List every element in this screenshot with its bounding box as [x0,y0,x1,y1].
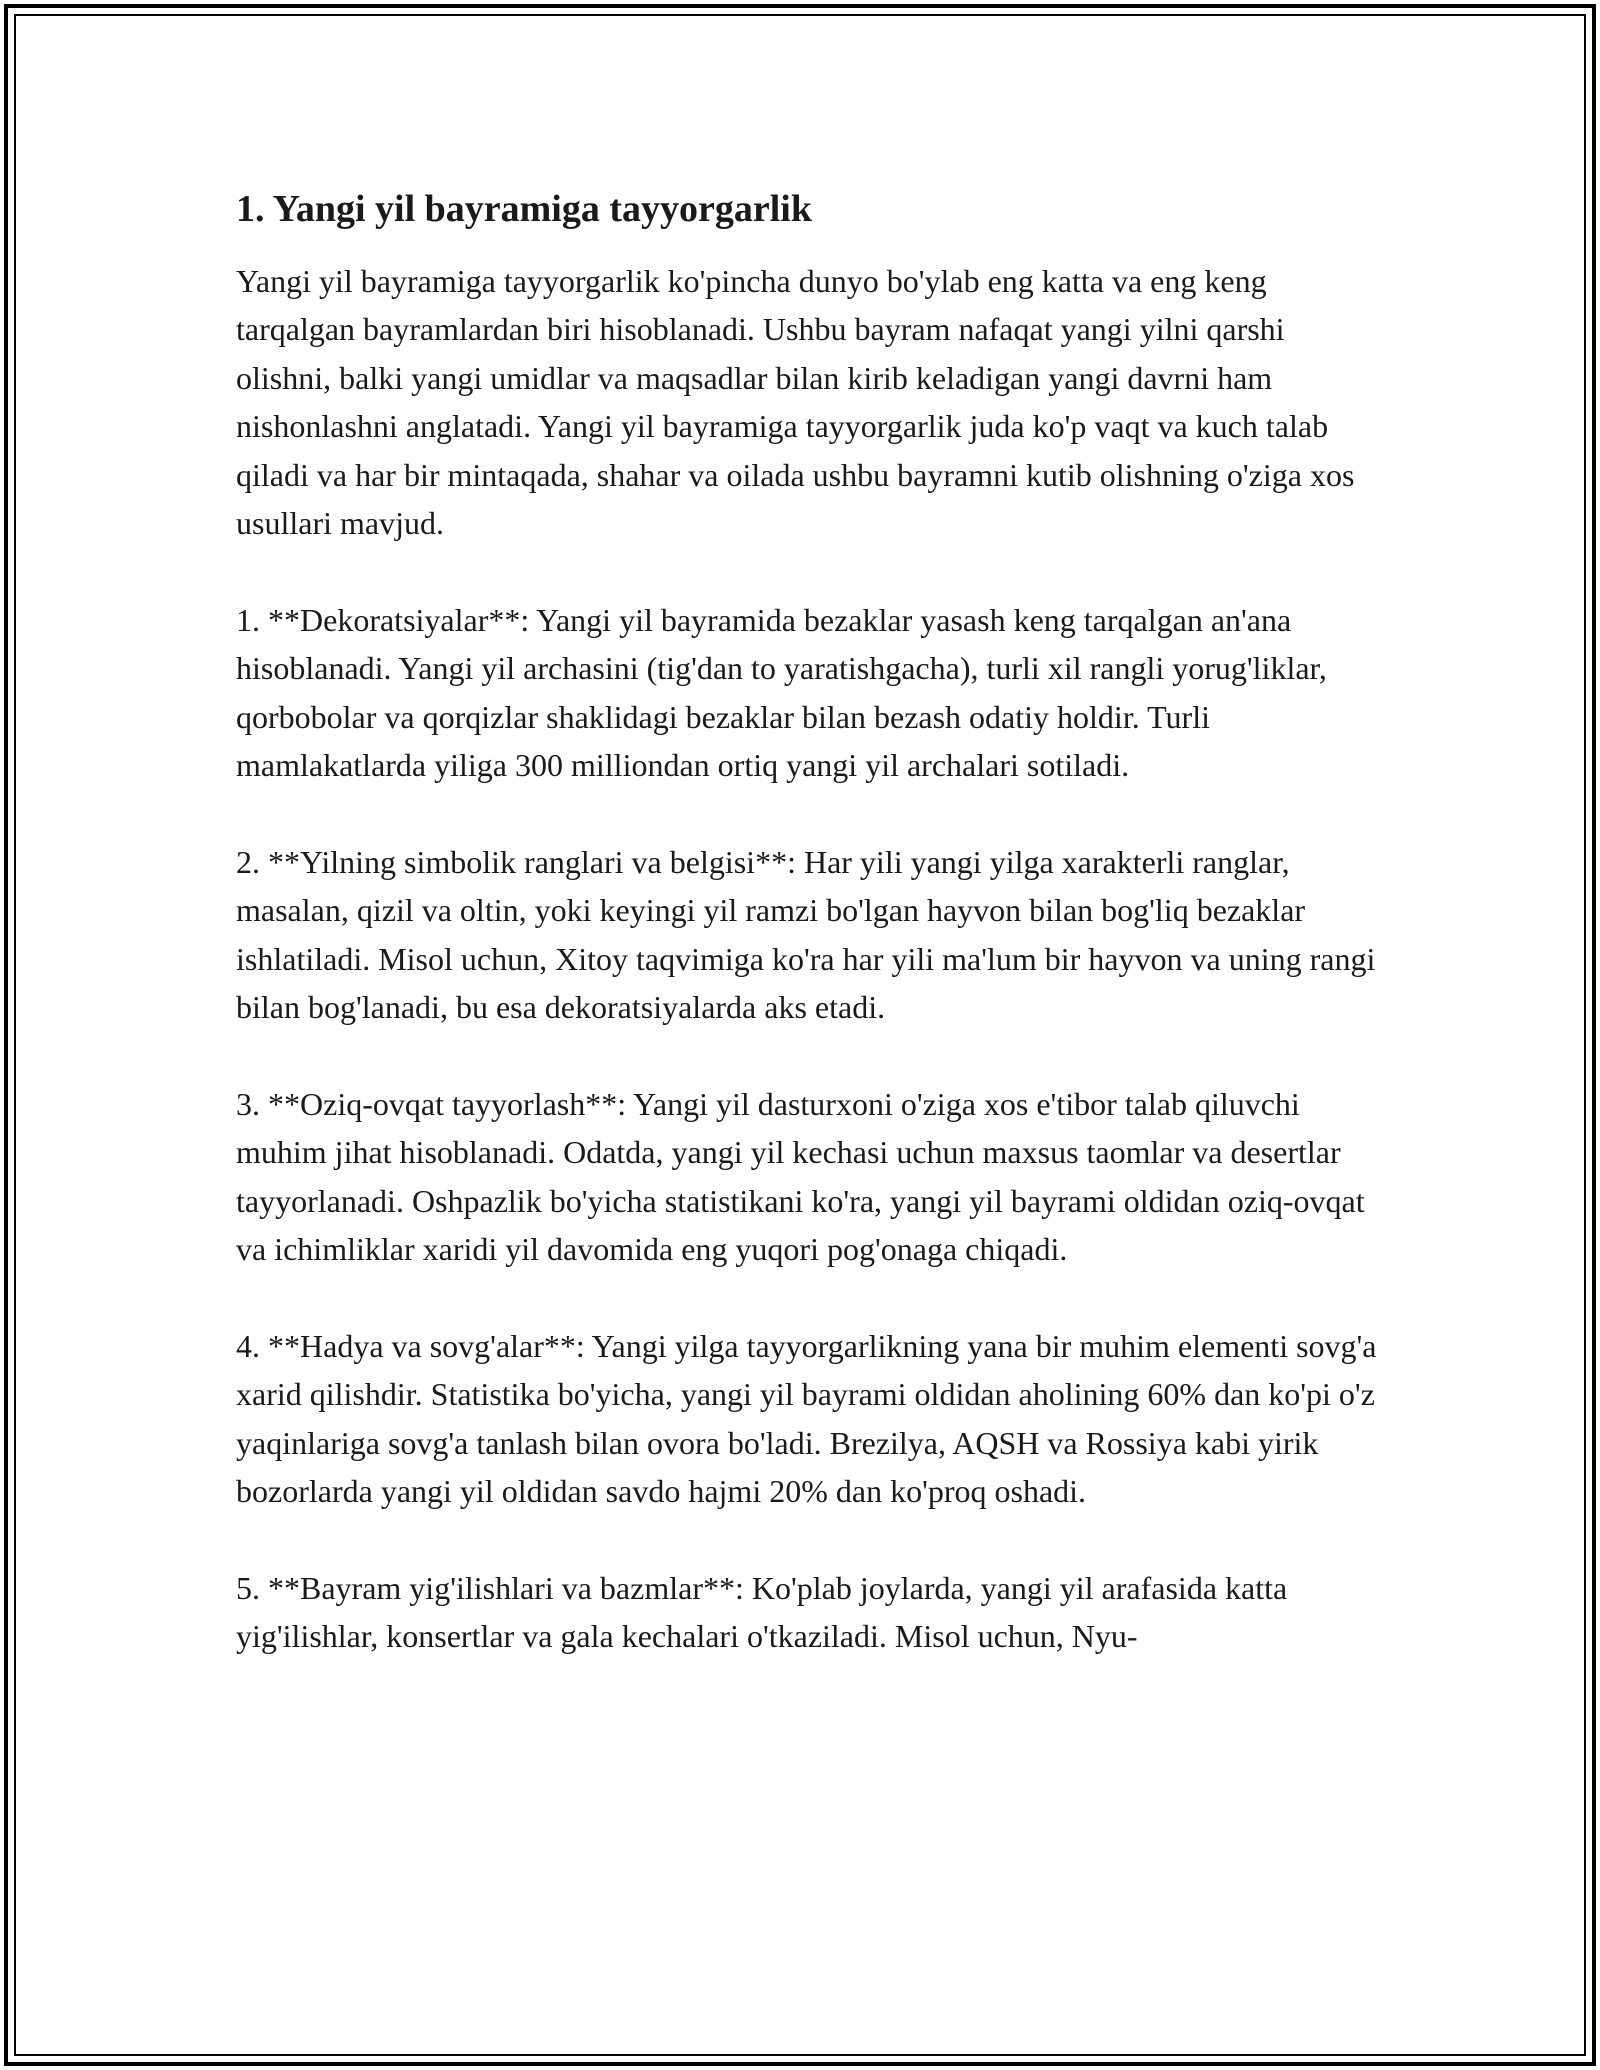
document-body [236,185,1386,1709]
list-item-decorations: 1. **Dekoratsiyalar**: Yangi yil bayramida bezaklar yasash keng tarqalgan an'ana hisoblanadi. Yangi yil archasini (tig'dan to yaratishgacha), turli xil rangli yorug'liklar, qorbobolar va qorqizlar shaklidagi bezaklar bilan bezash odatiy holdir. Turli mamlakatlarda yiliga 300 milliondan ortiq yangi yil archalari sotiladi. [236,601,1327,784]
list-item-gatherings: 5. **Bayram yig'ilishlari va bazmlar**: Ko'plab joylarda, yangi yil arafasida katta yig'ilishlar, konsertlar va gala kechalari o'tkaziladi. Misol uchun, Nyu- [236,1569,1288,1655]
page-title: 1. Yangi yil bayramiga tayyorgarlik [236,188,812,230]
list-item-food-preparation: 3. **Oziq-ovqat tayyorlash**: Yangi yil dasturxoni o'ziga xos e'tibor talab qiluvchi muhim jihat hisoblanadi. Odatda, yangi yil kechasi uchun maxsus taomlar va desertlar tayyorlanadi. Oshpazlik bo'yicha statistikani ko'ra, yangi yil bayrami oldidan oziq-ovqat va ichimliklar xaridi yil davomida eng yuqori pog'onaga chiqadi. [236,1085,1365,1268]
list-item-symbolic-colors: 2. **Yilning simbolik ranglari va belgisi**: Har yili yangi yilga xarakterli ranglar, masalan, qizil va oltin, yoki keyingi yil ramzi bo'lgan hayvon bilan bog'liq bezaklar ishlatiladi. Misol uchun, Xitoy taqvimiga ko'ra har yili ma'lum bir hayvon va uning rangi bilan bog'lanadi, bu esa dekoratsiyalarda aks etadi. [236,843,1376,1026]
intro-paragraph: Yangi yil bayramiga tayyorgarlik ko'pincha dunyo bo'ylab eng katta va eng keng tarqalgan bayramlardan biri hisoblanadi. Ushbu bayram nafaqat yangi yilni qarshi olishni, balki yangi umidlar va maqsadlar bilan kirib keladigan yangi davrni ham nishonlashni anglatadi. Yangi yil bayramiga tayyorgarlik juda ko'p vaqt va kuch talab qiladi va har bir mintaqada, shahar va oilada ushbu bayramni kutib olishning o'ziga xos usullari mavjud. [236,263,1355,542]
list-item-gifts: 4. **Hadya va sovg'alar**: Yangi yilga tayyorgarlikning yana bir muhim elementi sovg'a xarid qilishdir. Statistika bo'yicha, yangi yil bayrami oldidan aholining 60% dan ko'pi o'z yaqinlariga sovg'a tanlash bilan ovora bo'ladi. Brezilya, AQSH va Rossiya kabi yirik bozorlarda yangi yil oldidan savdo hajmi 20% dan ko'proq oshadi. [236,1327,1377,1510]
